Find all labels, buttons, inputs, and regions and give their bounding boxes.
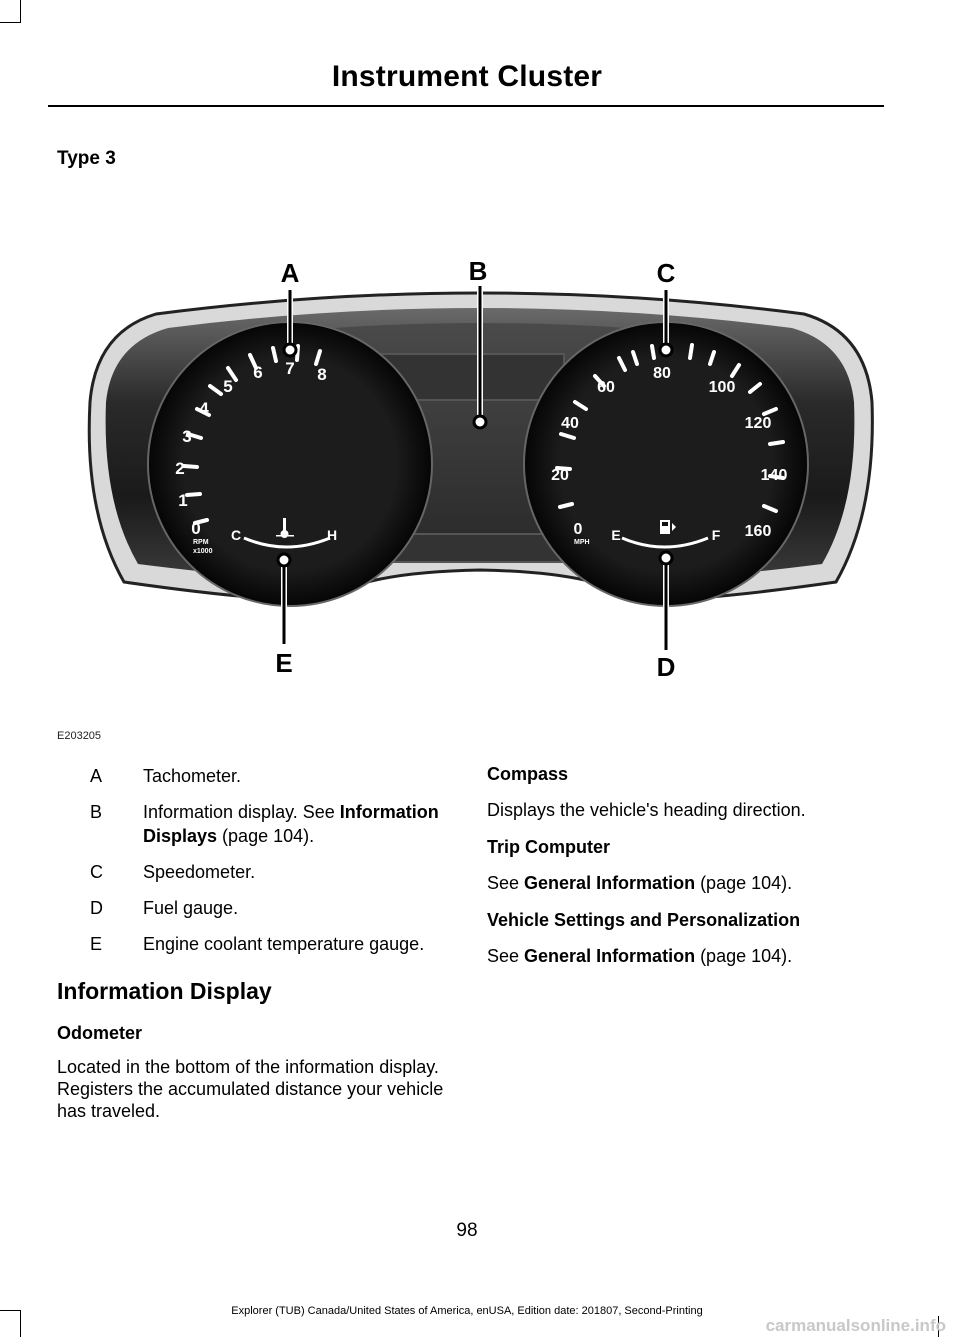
svg-text:20: 20 [551,467,569,484]
instrument-cluster-illustration [76,252,884,692]
svg-text:7: 7 [285,359,295,378]
legend-letter: B [90,802,103,822]
legend-letter: C [90,862,103,882]
svg-text:80: 80 [653,365,671,382]
figure-id: E203205 [57,730,102,742]
svg-text:F: F [711,527,721,543]
compass-text: Displays the vehicle's heading direction. [487,800,806,820]
svg-text:RPM: RPM [193,539,209,546]
footer-text: Explorer (TUB) Canada/United States of America, enUSA, Edition date: 201807, Second-Printing [231,1305,703,1317]
trip-computer-heading: Trip Computer [487,837,611,857]
svg-text:E: E [611,527,621,543]
svg-text:4: 4 [199,399,209,418]
compass-heading: Compass [487,764,569,784]
svg-text:2: 2 [175,459,185,478]
legend-item [57,896,447,920]
svg-text:0: 0 [573,521,583,538]
watermark: carmanualsonline.info [765,1316,946,1335]
odometer-heading: Odometer [57,1023,143,1043]
callout-a: A [280,258,300,288]
callout-d: D [656,652,676,682]
svg-text:H: H [326,527,338,543]
callout-e: E [275,648,293,678]
svg-text:100: 100 [708,379,736,396]
legend-letter: D [90,898,103,918]
callout-c: C [656,258,676,288]
information-displays-link[interactable]: Information Displays [143,802,439,846]
svg-text:MPH: MPH [574,539,590,546]
legend-text: Engine coolant temperature gauge. [143,934,425,954]
svg-text:60: 60 [597,379,615,396]
svg-text:1: 1 [178,491,188,510]
header-rule [48,105,884,107]
legend-text: Information display. See Information Displays (page 104). [143,802,439,846]
vehicle-settings-text: See General Information (page 104). [487,946,793,966]
svg-text:160: 160 [744,523,772,540]
legend-item [57,800,447,848]
page-number: 98 [456,1220,478,1241]
svg-text:40: 40 [561,415,579,432]
legend-text: Speedometer. [143,862,256,882]
callout-b: B [468,256,488,286]
right-column [487,764,907,983]
legend-letter: E [90,934,103,954]
svg-text:6: 6 [253,363,263,382]
page-header-title: Instrument Cluster [331,60,603,93]
svg-text:0: 0 [191,519,201,538]
legend-letter: A [90,766,103,786]
svg-text:5: 5 [223,377,233,396]
vehicle-settings-heading: Vehicle Settings and Personalization [487,910,801,930]
trip-computer-text: See General Information (page 104). [487,873,793,893]
svg-text:x1000: x1000 [193,548,213,555]
legend-text: Fuel gauge. [143,898,239,918]
svg-text:C: C [230,527,242,543]
type-heading: Type 3 [57,148,116,169]
crop-mark [0,22,21,23]
legend-item [57,860,447,884]
legend-text: Tachometer. [143,766,242,786]
general-information-link[interactable]: General Information [524,946,696,966]
legend-item [57,764,447,788]
legend-item [57,932,447,956]
svg-text:3: 3 [182,427,192,446]
svg-text:120: 120 [744,415,772,432]
general-information-link[interactable]: General Information [524,873,696,893]
svg-text:8: 8 [317,365,327,384]
svg-text:140: 140 [760,467,788,484]
odometer-text: Located in the bottom of the information display. Registers the accumulated distance your vehicle has traveled. [57,1057,444,1121]
crop-mark [20,0,21,22]
left-column [57,764,447,1134]
information-display-heading: Information Display [57,978,272,1004]
